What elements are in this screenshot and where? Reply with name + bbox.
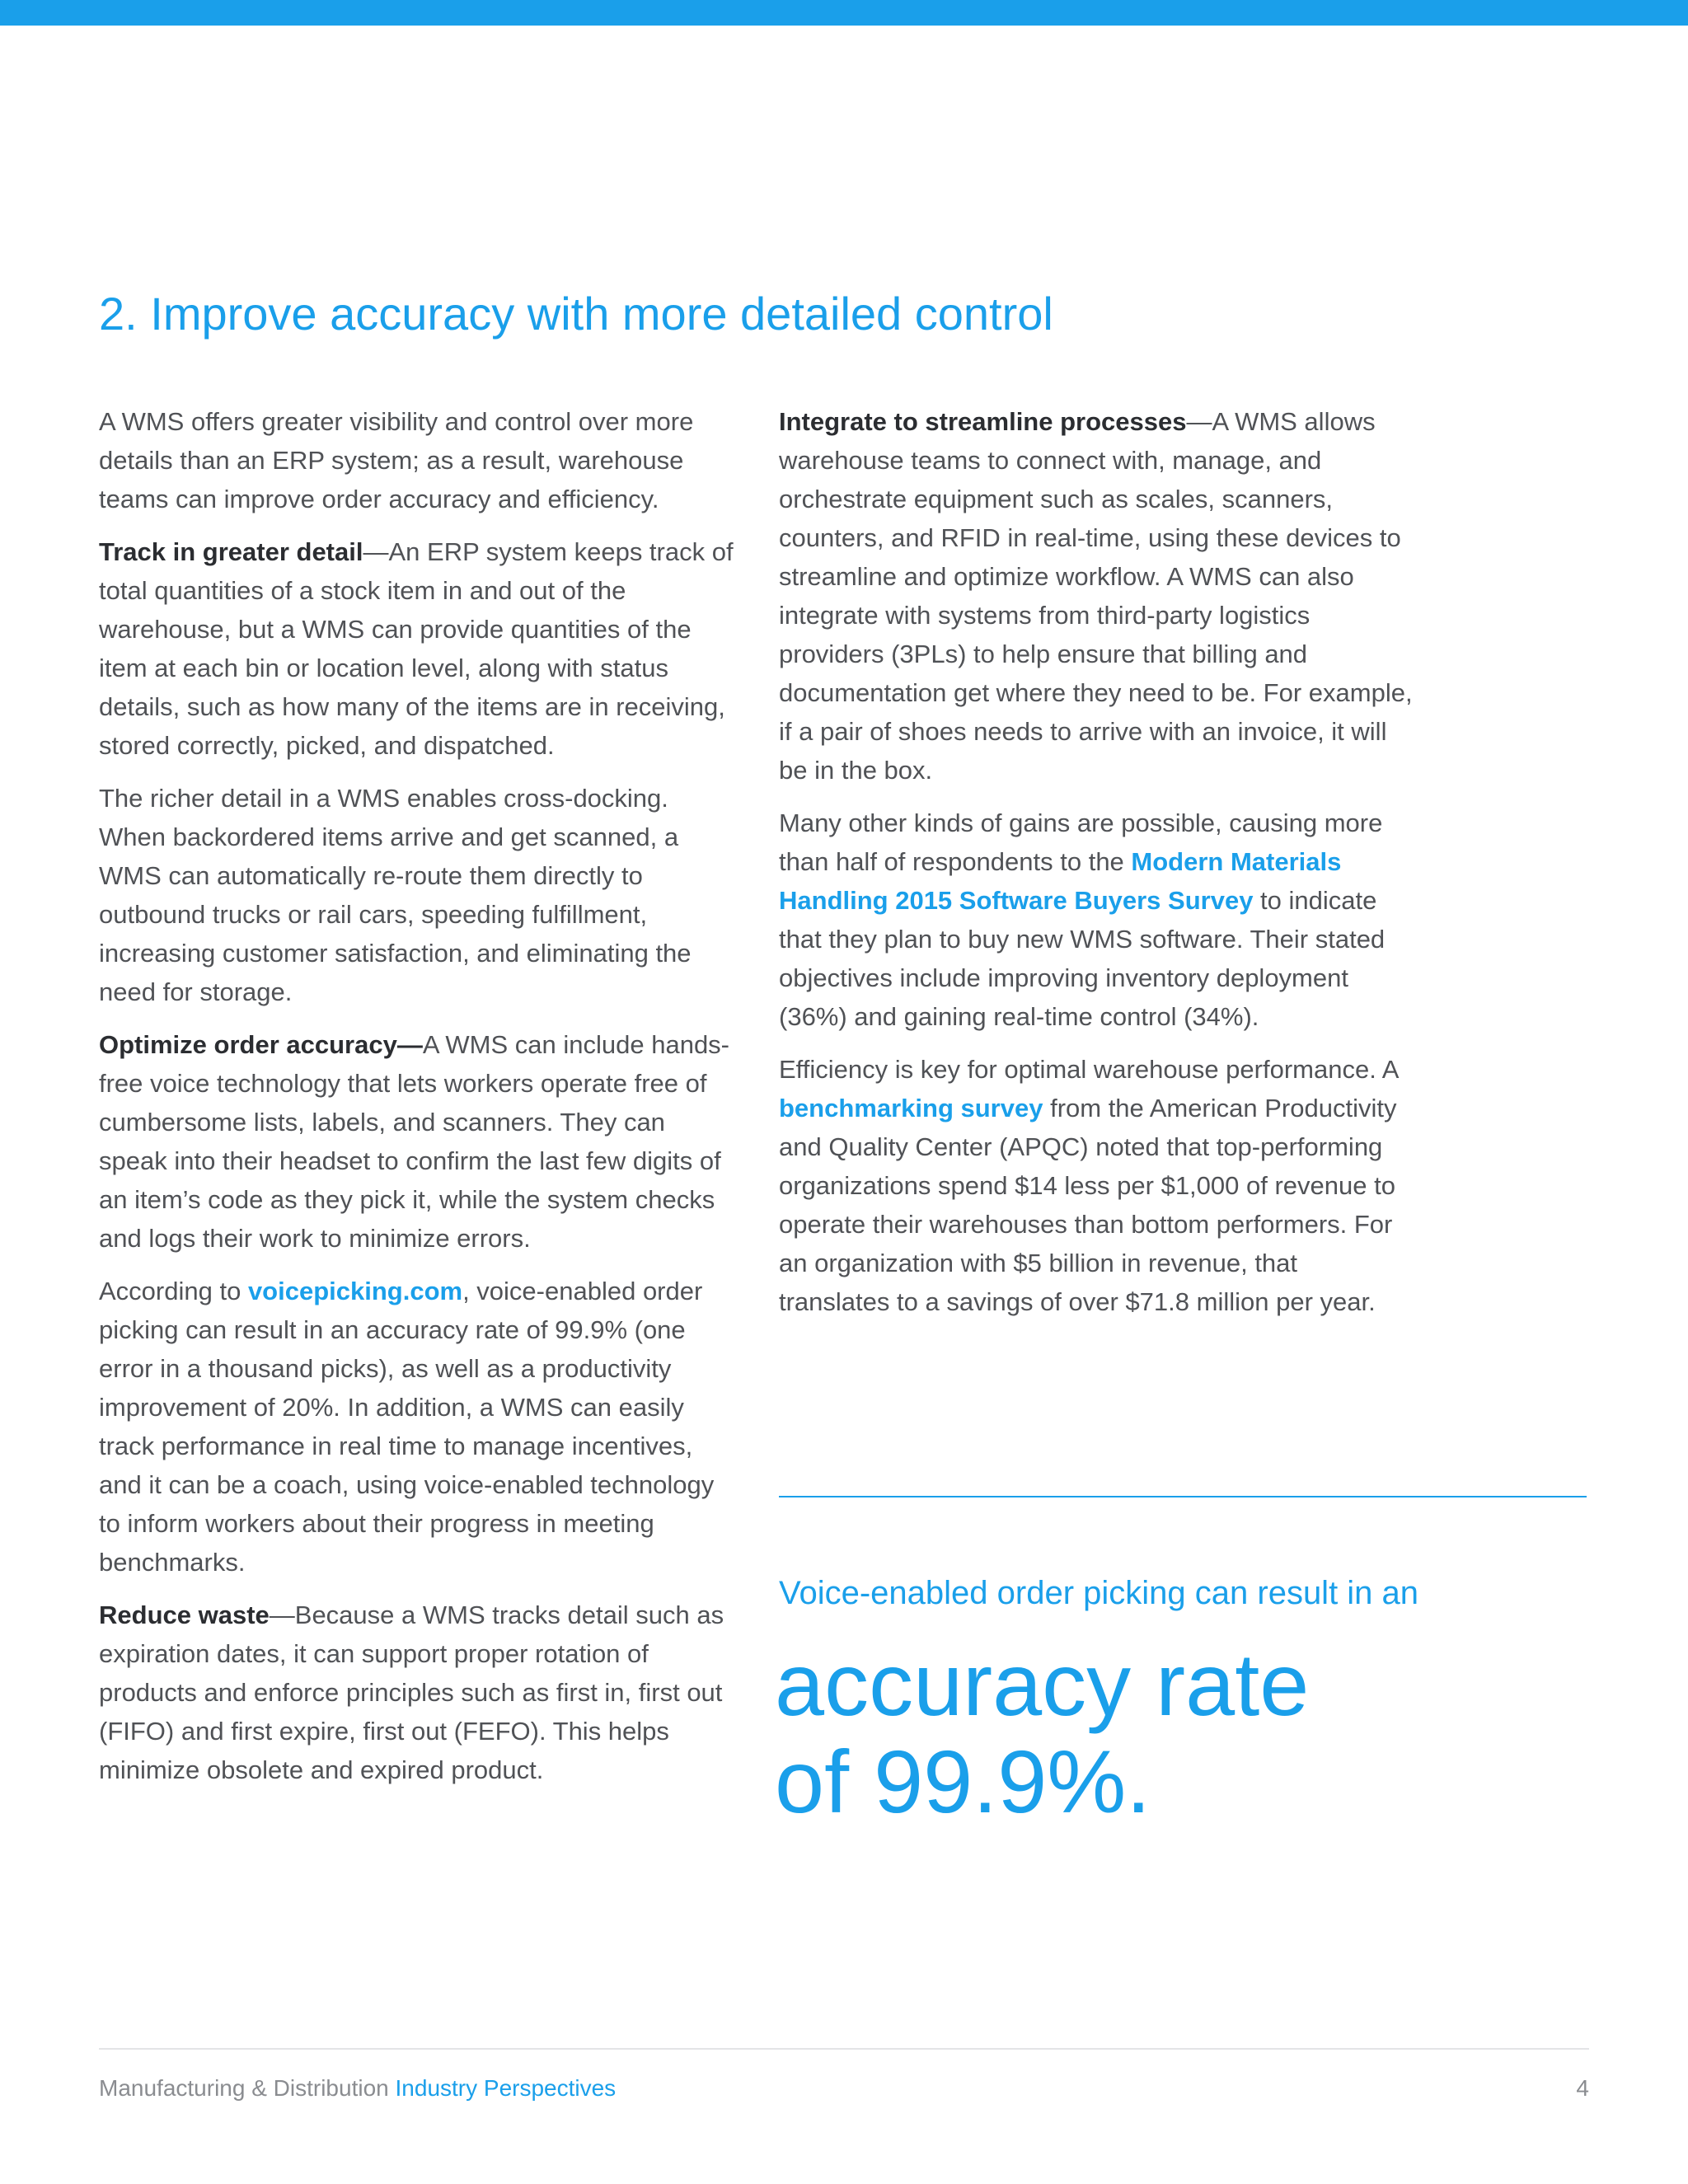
footer-divider bbox=[99, 2048, 1589, 2050]
page-number: 4 bbox=[1576, 2075, 1589, 2101]
top-accent-bar bbox=[0, 0, 1688, 26]
integrate-body: —A WMS allows warehouse teams to connect with, manage, and orchestrate equipment such as scales, scanners, counters, and RFID in real-time, using these devices to streamline and optimize workflow. A WMS can also integrate with systems from third-party logistics providers (3PLs) to help ensure that billing and documentation get where they need to be. For example, if a pair of shoes needs to arrive with an invoice, it will be in the box. bbox=[779, 407, 1413, 785]
callout-stat-line2: of 99.9%. bbox=[775, 1732, 1151, 1831]
efficiency-paragraph bbox=[779, 1050, 1414, 1321]
efficiency-post: from the American Productivity and Quality Center (APQC) noted that top-performing organizations spend $14 less per $1,000 of revenue to operate their warehouses than bottom performers. For an organization with $5 billion in revenue, that translates to a savings of over $71.8 million per year. bbox=[779, 1094, 1397, 1316]
track-detail-title: Track in greater detail bbox=[99, 537, 363, 566]
voicepicking-link[interactable]: voicepicking.com bbox=[247, 1277, 463, 1305]
benchmarking-survey-link[interactable]: benchmarking survey bbox=[779, 1094, 1043, 1122]
optimize-accuracy-paragraph bbox=[99, 1025, 734, 1258]
reduce-waste-body: —Because a WMS tracks detail such as expiration dates, it can support proper rotation of products and enforce principles such as first in, first out (FIFO) and first expire, first out (FEFO). This helps minimize obsolete and expired product. bbox=[99, 1601, 724, 1784]
gains-post: to indicate that they plan to buy new WMS software. Their stated objectives include improving inventory deployment (36%) and gaining real-time control (34%). bbox=[779, 886, 1386, 1031]
footer-series-name: Industry Perspectives bbox=[395, 2075, 617, 2101]
gains-paragraph bbox=[779, 804, 1414, 1036]
track-detail-body: —An ERP system keeps track of total quantities of a stock item in and out of the warehouse, but a WMS can provide quantities of the item at each bin or location level, along with status details, such as how many of the items are in receiving, stored correctly, picked, and dispatched. bbox=[99, 537, 734, 760]
cross-docking-paragraph: The richer detail in a WMS enables cross-docking. When backordered items arrive and get scanned, a WMS can automatically re-route them directly to outbound trucks or rail cars, speeding fulfillment, increasing customer satisfaction, and eliminating the need for storage. bbox=[99, 784, 692, 1006]
survey-link[interactable]: Modern Materials Handling 2015 Software Buyers Survey bbox=[779, 847, 1342, 915]
integrate-title: Integrate to streamline processes bbox=[779, 407, 1187, 436]
voicepicking-paragraph bbox=[99, 1272, 734, 1582]
callout-intro: Voice-enabled order picking can result in an bbox=[779, 1575, 1419, 1611]
right-column bbox=[779, 402, 1414, 1335]
track-detail-paragraph bbox=[99, 532, 734, 765]
callout-stat-line1: accuracy rate bbox=[775, 1634, 1310, 1734]
callout-stat bbox=[775, 1636, 1309, 1830]
voicepicking-post: , voice-enabled order picking can result in an accuracy rate of 99.9% (one error in a thousand picks), as well as a productivity improvement of 20%. In addition, a WMS can easily track performance in real time to manage incentives, and it can be a coach, using voice-enabled technology to inform workers about their progress in meeting benchmarks. bbox=[99, 1277, 715, 1577]
optimize-accuracy-title: Optimize order accuracy— bbox=[99, 1030, 423, 1059]
gains-pre: Many other kinds of gains are possible, causing more than half of respondents to the bbox=[779, 808, 1383, 876]
left-column bbox=[99, 402, 734, 1803]
callout-divider bbox=[779, 1496, 1587, 1497]
voicepicking-pre: According to bbox=[99, 1277, 248, 1305]
efficiency-pre: Efficiency is key for optimal warehouse performance. A bbox=[779, 1055, 1398, 1084]
integrate-paragraph bbox=[779, 402, 1414, 790]
footer-publication bbox=[99, 2074, 616, 2103]
reduce-waste-title: Reduce waste bbox=[99, 1601, 270, 1629]
section-heading: 2. Improve accuracy with more detailed control bbox=[99, 288, 1053, 340]
footer-publication-name: Manufacturing & Distribution bbox=[99, 2075, 389, 2101]
reduce-waste-paragraph bbox=[99, 1596, 734, 1789]
intro-paragraph: A WMS offers greater visibility and control over more details than an ERP system; as a result, warehouse teams can improve order accuracy and efficiency. bbox=[99, 407, 694, 513]
optimize-accuracy-body: A WMS can include hands-free voice technology that lets workers operate free of cumbersome lists, labels, and scanners. They can speak into their headset to confirm the last few digits of an item’s code as they pick it, while the system checks and logs their work to minimize errors. bbox=[99, 1030, 730, 1253]
